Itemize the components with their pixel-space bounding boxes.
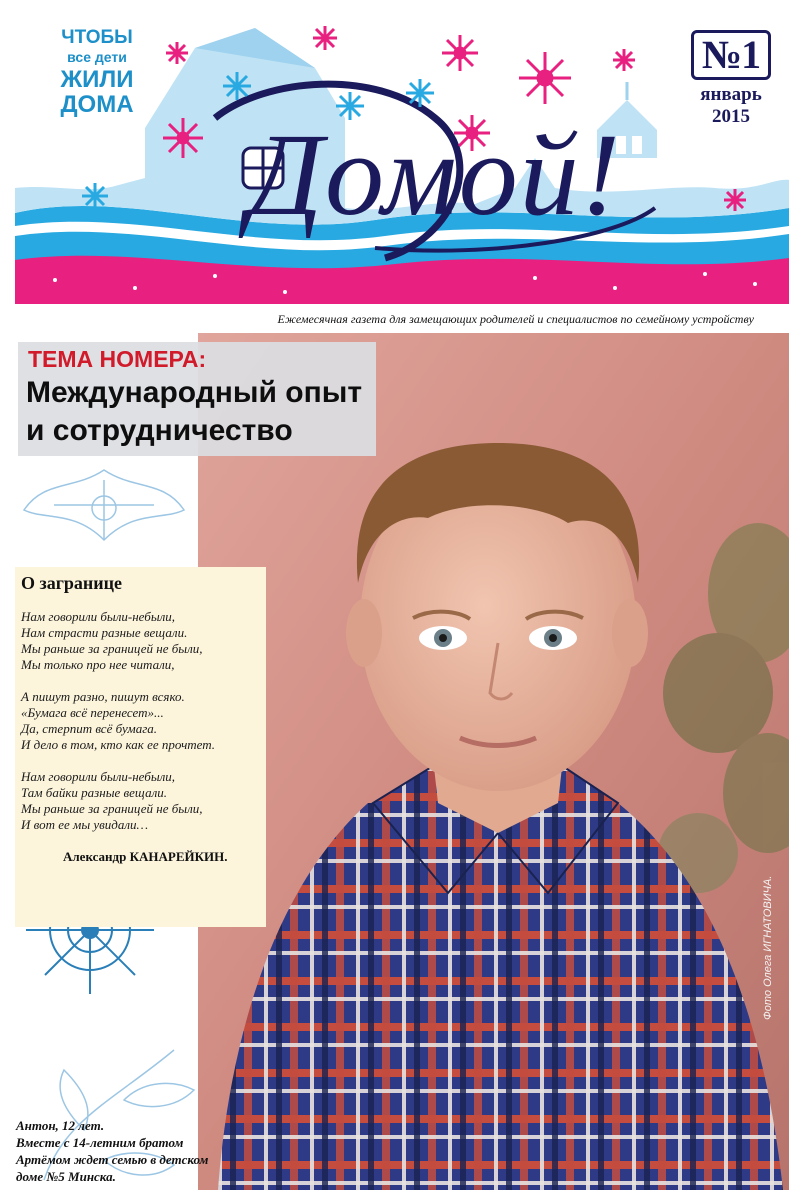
snowflake-icon xyxy=(406,79,434,107)
caption-line: Артёмом ждет семью в детском xyxy=(16,1152,209,1167)
snowflake-icon xyxy=(519,52,571,104)
snowflake-icon xyxy=(163,118,203,158)
snowflake-icon xyxy=(166,42,188,64)
ornament-snowflake-icon xyxy=(14,460,204,570)
slogan-line: все дети xyxy=(67,48,127,65)
theme-title xyxy=(26,374,371,450)
masthead xyxy=(15,8,789,304)
theme-title-line: и сотрудничество xyxy=(26,414,293,447)
snowflake-icon xyxy=(313,26,337,50)
poem-line: Нам говорили были-небыли, xyxy=(21,769,176,784)
poem-author: Александр КАНАРЕЙКИН. xyxy=(63,849,228,864)
poem-line: Мы раньше за границей не были, xyxy=(21,641,203,656)
poem-line: «Бумага всё перенесет»... xyxy=(21,705,164,720)
boy-portrait xyxy=(198,333,789,1190)
snowflake-icon xyxy=(223,72,251,100)
slogan-line: ДОМА xyxy=(60,90,134,118)
newspaper-subtitle: Ежемесячная газета для замещающих родителей и специалистов по семейному устройству xyxy=(277,312,754,326)
theme-title-line: Международный опыт xyxy=(26,376,363,409)
issue-number: №1 xyxy=(691,30,771,80)
poem-line: Мы раньше за границей не были, xyxy=(21,801,203,816)
poem-title: О загранице xyxy=(21,573,123,593)
issue-theme xyxy=(18,342,376,456)
poem-line: И дело в том, кто как ее прочтет. xyxy=(21,737,216,752)
poem-line: Да, стерпит всё бумага. xyxy=(21,721,158,736)
snowflake-icon xyxy=(724,189,746,211)
photo-credit: Фото Олега ИГНАТОВИЧА. xyxy=(762,875,774,1020)
poem-line: А пишут разно, пишут всяко. xyxy=(21,689,185,704)
issue-year: 2015 xyxy=(712,106,750,127)
poem-stanza xyxy=(21,609,261,673)
slogan-line: ЖИЛИ xyxy=(60,65,134,93)
newspaper-logo: Домой! xyxy=(247,109,623,240)
caption-line: Вместе с 14-летним братом xyxy=(16,1135,184,1150)
caption-line: Антон, 12 лет. xyxy=(16,1118,105,1133)
slogan-line: ЧТОБЫ xyxy=(61,27,133,48)
theme-label: ТЕМА НОМЕРА: xyxy=(28,346,207,372)
poem-stanza xyxy=(21,689,261,753)
issue-block xyxy=(683,30,779,128)
issue-month: январь xyxy=(700,84,762,105)
poem-line: Там байки разные вещали. xyxy=(21,785,167,800)
poem-line: Мы только про нее читали, xyxy=(21,657,175,672)
poem-body xyxy=(21,609,261,849)
caption-line: доме №5 Минска. xyxy=(16,1169,116,1184)
photo-caption xyxy=(16,1117,246,1185)
poem xyxy=(15,567,266,927)
slogan xyxy=(37,28,157,117)
poem-line: И вот ее мы увидали… xyxy=(21,817,149,832)
cover-photo xyxy=(198,333,789,1190)
snowflake-icon xyxy=(613,49,635,71)
snowflake-icon xyxy=(442,35,478,71)
poem-stanza xyxy=(21,769,261,833)
poem-line: Нам страсти разные вещали. xyxy=(21,625,188,640)
poem-line: Нам говорили были-небыли, xyxy=(21,609,176,624)
